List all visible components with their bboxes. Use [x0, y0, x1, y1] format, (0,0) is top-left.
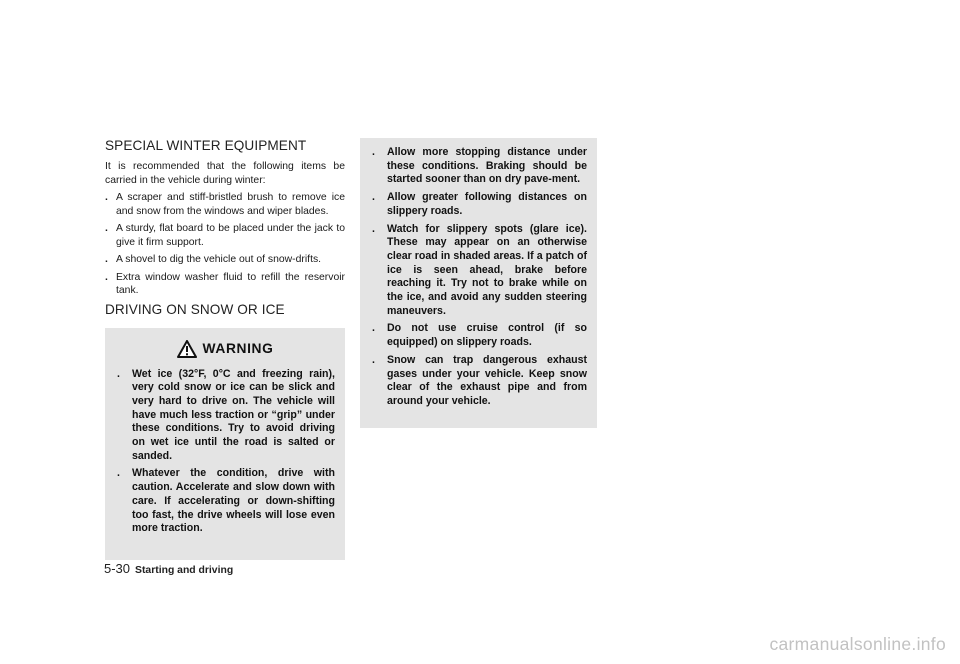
- heading-driving-on-snow-or-ice: DRIVING ON SNOW OR ICE: [105, 301, 285, 317]
- list-item: . A sturdy, flat board to be placed under the jack to give it firm support.: [105, 223, 345, 248]
- bullet: .: [372, 222, 375, 235]
- right-column: [360, 138, 597, 428]
- warning-item: . Watch for slippery spots (glare ice). These may appear on an otherwise clear road in shaded areas. If a patch of ice is seen ahead, brake before reaching it. Try not to brake while on the ice, and avoid any sudden steering maneuvers.: [372, 222, 587, 317]
- bullet: .: [105, 192, 108, 203]
- heading-special-winter-equipment: SPECIAL WINTER EQUIPMENT: [105, 138, 307, 153]
- warning-item: . Snow can trap dangerous exhaust gases under your vehicle. Keep snow clear of the exhaust pipe and from around your vehicle.: [372, 353, 587, 407]
- warning-box-continued: [360, 138, 597, 428]
- bullet: .: [105, 271, 108, 283]
- bullet: .: [117, 367, 120, 380]
- page-footer: [104, 561, 233, 576]
- equipment-list: [105, 191, 345, 298]
- list-item: . A scraper and stiff-bristled brush to remove ice and snow from the windows and wiper blades.: [105, 192, 345, 217]
- warning-item: . Do not use cruise control (if so equipped) on slippery roads.: [372, 322, 587, 349]
- bullet: .: [372, 191, 375, 204]
- bullet: .: [372, 322, 375, 335]
- section-name: Starting and driving: [135, 565, 234, 576]
- warning-list-continued: [370, 146, 587, 409]
- watermark: carmanualsonline.info: [769, 634, 946, 654]
- list-item: . Extra window washer fluid to refill the reservoir tank.: [105, 271, 345, 296]
- warning-title: WARNING: [202, 341, 274, 356]
- warning-item: . Allow more stopping distance under these conditions. Braking should be started sooner than on dry pave-ment.: [372, 146, 587, 186]
- warning-item: . Whatever the condition, drive with caution. Accelerate and slow down with care. If accelerating or down-shifting too fast, the drive wheels will lose even more traction.: [117, 467, 335, 535]
- bullet: .: [372, 353, 375, 366]
- bullet: .: [117, 467, 120, 480]
- list-item: . A shovel to dig the vehicle out of snow-drifts.: [105, 254, 322, 265]
- page-number: 5-30: [104, 561, 131, 576]
- bullet: .: [105, 223, 108, 234]
- bullet: .: [372, 146, 375, 158]
- warning-box: [105, 328, 345, 560]
- left-column: [105, 138, 345, 560]
- warning-list: [115, 368, 335, 536]
- warning-triangle-icon: [177, 340, 197, 358]
- intro-paragraph: It is recommended that the following items be carried in the vehicle during winter:: [105, 161, 345, 186]
- bullet: .: [105, 254, 108, 265]
- warning-item: . Wet ice (32°F, 0°C and freezing rain), very cold snow or ice can be slick and very hard to drive on. The vehicle will have much less traction or “grip” under these conditions. Try to avoid driving on wet ice until the road is salted or sanded.: [117, 367, 335, 462]
- warning-item: . Allow greater following distances on slippery roads.: [372, 191, 587, 217]
- warning-header: [115, 340, 335, 358]
